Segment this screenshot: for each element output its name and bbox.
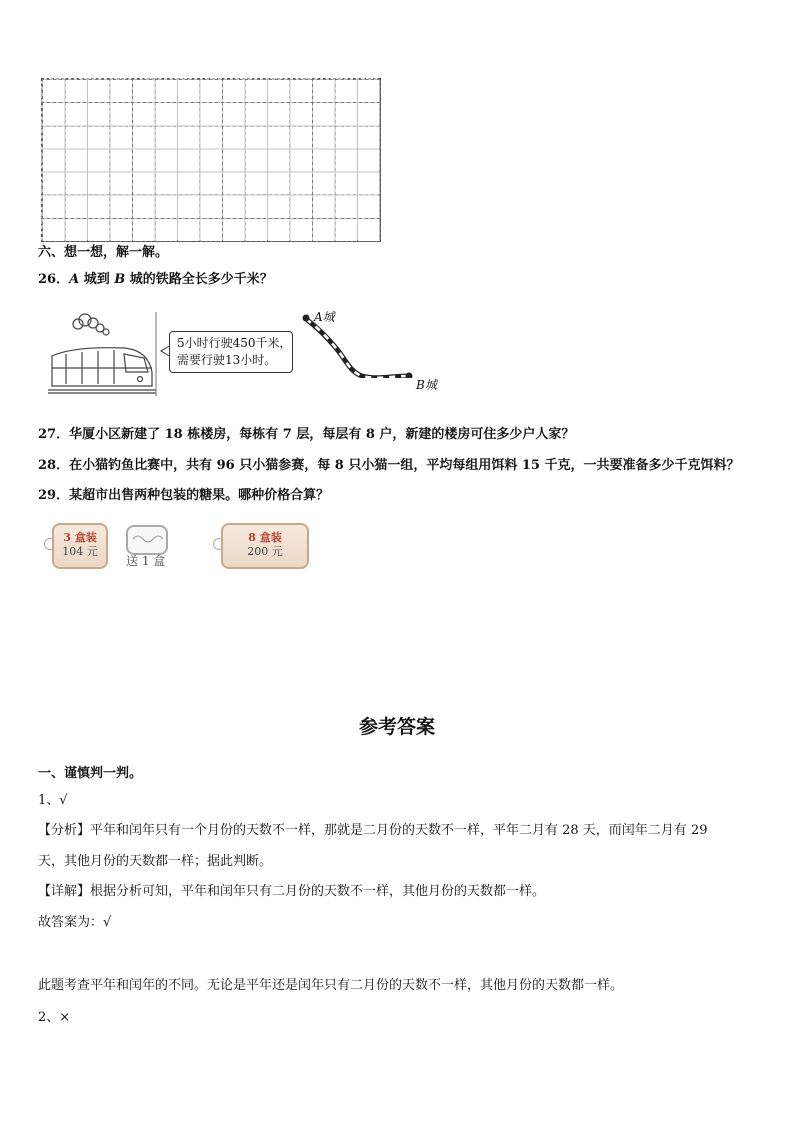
grid-dash-overlay [41,78,379,240]
pack-8-title: 8 盒装 [248,531,282,544]
city-a-dot [303,315,310,322]
answer-1-detail: 【详解】根据分析可知，平年和闰年只有二月份的天数不一样，其他月份的天数都一样。 [38,884,546,899]
q26-mid2: 城的铁路全长多少千米？ [125,272,273,287]
q26-mid1: 城到 [79,272,115,287]
pack-3-price: 104 元 [62,545,98,558]
answers-section-1: 一、谨慎判一判。 [38,766,143,781]
speech-line-2: 需要行驶13小时。 [177,353,277,367]
q26-prefix: 26． [38,272,70,287]
map-label-a: A城 [314,310,335,324]
gift-label: 送 1 盒 [126,554,166,568]
pack-3-title: 3 盒装 [63,531,97,544]
answer-1-analysis-line2: 天，其他月份的天数都一样；据此判断。 [38,854,273,869]
train-speech-bubble [169,331,293,373]
pack-8-price: 200 元 [247,545,283,558]
gift-box-icon [126,525,168,555]
question-26 [38,271,273,289]
question-28: 28．在小猫钓鱼比赛中，共有 96 只小猫参赛，每 8 只小猫一组，平均每组用饵料 15 千克，一共要准备多少千克饵料？ [38,458,740,473]
pack-3-box [52,523,108,569]
city-b-dot [406,373,413,379]
speech-line-1: 5小时行驶450千米， [177,336,292,350]
answer-1-mark: 1、√ [38,793,68,808]
answer-1-analysis-line1: 【分析】平年和闰年只有一个月份的天数不一样，那就是二月份的天数不一样，平年二月有 28 天，而闰年二月有 29 [38,823,708,838]
q26-city-b: B [114,272,126,287]
map-label-b: B城 [416,378,437,392]
q26-city-a: A [69,272,80,287]
section-6-heading: 六、想一想，解一解。 [38,245,169,260]
answers-title: 参考答案 [358,716,435,738]
answer-1-note: 此题考查平年和闰年的不同。无论是平年还是闰年只有二月份的天数不一样，其他月份的天数都一样。 [38,978,624,993]
wave-pattern-icon [130,527,164,547]
question-27: 27．华厦小区新建了 18 栋楼房，每栋有 7 层，每层有 8 户，新建的楼房可住多少户人家？ [38,427,575,442]
answer-2-mark: 2、× [38,1010,71,1025]
train-illustration [44,312,160,396]
answer-1-final: 故答案为：√ [38,915,112,930]
pack-8-box [221,523,309,569]
question-29: 29．某超市出售两种包装的糖果。哪种价格合算？ [38,488,330,503]
